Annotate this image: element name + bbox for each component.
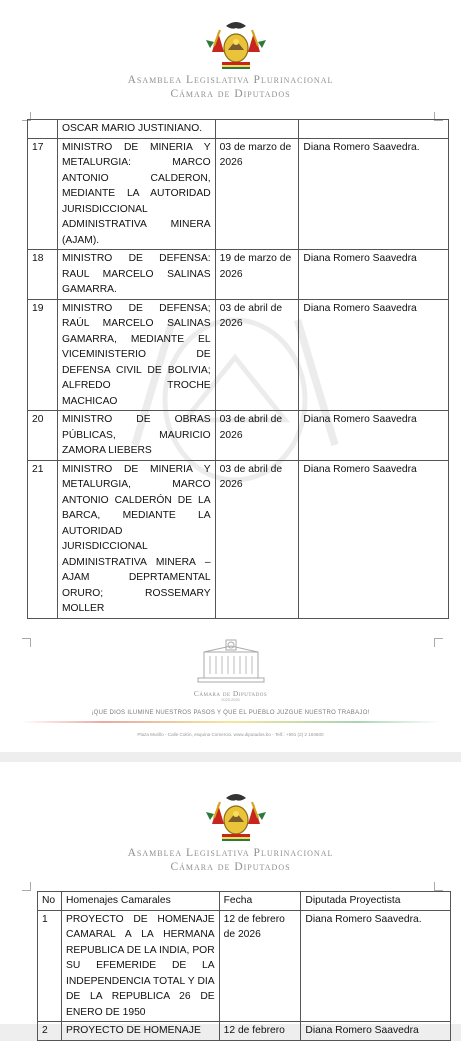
table-row [28, 250, 449, 300]
row-date: 03 de abril de 2026 [215, 460, 299, 618]
crop-mark [22, 638, 31, 647]
page-header [0, 73, 461, 101]
row-number: 1 [38, 910, 62, 1022]
row-date: 03 de marzo de 2026 [215, 138, 299, 250]
row-description: MINISTRO DE OBRAS PÚBLICAS, MAURICIO ZAMORA LIEBERS [57, 411, 215, 461]
row-number: 19 [28, 299, 58, 411]
table-row [38, 1022, 451, 1041]
column-header: Homenajes Camarales [61, 892, 219, 911]
chamber-building-logo-icon [196, 638, 266, 692]
crop-mark [434, 638, 443, 647]
table-row [28, 460, 449, 618]
row-date: 12 de febrero [219, 1022, 301, 1041]
footer-address: Plaza Murillo - Calle Colón, esquina Comercio. www.diputados.bo - Telf.: +591 (2) 2 184600 [137, 732, 324, 737]
row-description: PROYECTO DE HOMENAJE [61, 1022, 219, 1041]
row-number: 20 [28, 411, 58, 461]
table-row [28, 120, 449, 139]
row-deputy: Diana Romero Saavedra [299, 460, 449, 618]
row-number: 2 [38, 1022, 62, 1041]
row-date [215, 120, 299, 139]
row-deputy: Diana Romero Saavedra [299, 250, 449, 300]
header-line-2: Cámara de Diputados [170, 861, 291, 873]
bolivia-coat-of-arms-icon [204, 790, 268, 842]
column-header: Diputada Proyectista [301, 892, 451, 911]
column-header: Fecha [219, 892, 301, 911]
row-number: 18 [28, 250, 58, 300]
row-deputy: Diana Romero Saavedra [301, 1022, 451, 1041]
column-header: No [38, 892, 62, 911]
row-deputy: Diana Romero Saavedra. [299, 138, 449, 250]
row-deputy [299, 120, 449, 139]
homages-table [37, 891, 451, 1041]
row-number [28, 120, 58, 139]
row-description: MINISTRO DE MINERIA Y METALURGIA, MARCO ANTONIO CALDERÓN DE LA BARCA, MEDIANTE LA AUTORIDAD JURISDICCIONAL ADMINISTRATIVA MINERA – AJAM DEPRTAMENTAL ORURO; ROSSEMARY MOLLER [57, 460, 215, 618]
document-page-2 [0, 762, 461, 1036]
bolivia-coat-of-arms-icon [204, 18, 268, 70]
header-line-1: Asamblea Legislativa Plurinacional [127, 74, 334, 86]
table-row [28, 138, 449, 250]
page-header [0, 846, 461, 874]
row-date: 19 de marzo de 2026 [215, 250, 299, 300]
row-date: 03 de abril de 2026 [215, 299, 299, 411]
table-row [38, 910, 451, 1022]
table-row [28, 299, 449, 411]
crop-mark [22, 882, 31, 891]
row-description: MINISTRO DE DEFENSA; RAÚL MARCELO SALINAS GAMARRA, MEDIANTE EL VICEMINISTERIO DE DEFENSA CIVIL DE BOLIVIA; ALFREDO TROCHE MACHICAO [57, 299, 215, 411]
header-line-1: Asamblea Legislativa Plurinacional [127, 847, 334, 859]
ministers-table [27, 119, 449, 619]
footer-logo-text: Cámara de Diputados [193, 689, 268, 698]
table-row [28, 411, 449, 461]
row-deputy: Diana Romero Saavedra [299, 411, 449, 461]
row-description: MINISTRO DE DEFENSA: RAUL MARCELO SALINAS GAMARRA. [57, 250, 215, 300]
footer-motto: ¡QUE DIOS ILUMINE NUESTROS PASOS Y QUE EL PUEBLO JUZGUE NUESTRO TRABAJO! [91, 710, 370, 716]
row-number: 17 [28, 138, 58, 250]
row-date: 03 de abril de 2026 [215, 411, 299, 461]
row-number: 21 [28, 460, 58, 618]
row-description: OSCAR MARIO JUSTINIANO. [57, 120, 215, 139]
row-date: 12 de febrero de 2026 [219, 910, 301, 1022]
row-deputy: Diana Romero Saavedra. [301, 910, 451, 1022]
row-deputy: Diana Romero Saavedra [299, 299, 449, 411]
table-header-row [38, 892, 451, 911]
flag-color-band [20, 721, 441, 723]
crop-mark [434, 882, 443, 891]
footer-logo-years: 2025-2026 [221, 698, 240, 702]
row-description: MINISTRO DE MINERIA Y METALURGIA: MARCO ANTONIO CALDERON, MEDIANTE LA AUTORIDAD JURISDICCIONAL ADMINISTRATIVA MINERA (AJAM). [57, 138, 215, 250]
row-description: PROYECTO DE HOMENAJE CAMARAL A LA HERMANA REPUBLICA DE LA INDIA, POR SU EFEMERIDE DE LA INDEPENDENCIA TOTAL Y DIA DE LA REPUBLICA 26 DE ENERO DE 1950 [61, 910, 219, 1022]
header-line-2: Cámara de Diputados [170, 88, 291, 100]
